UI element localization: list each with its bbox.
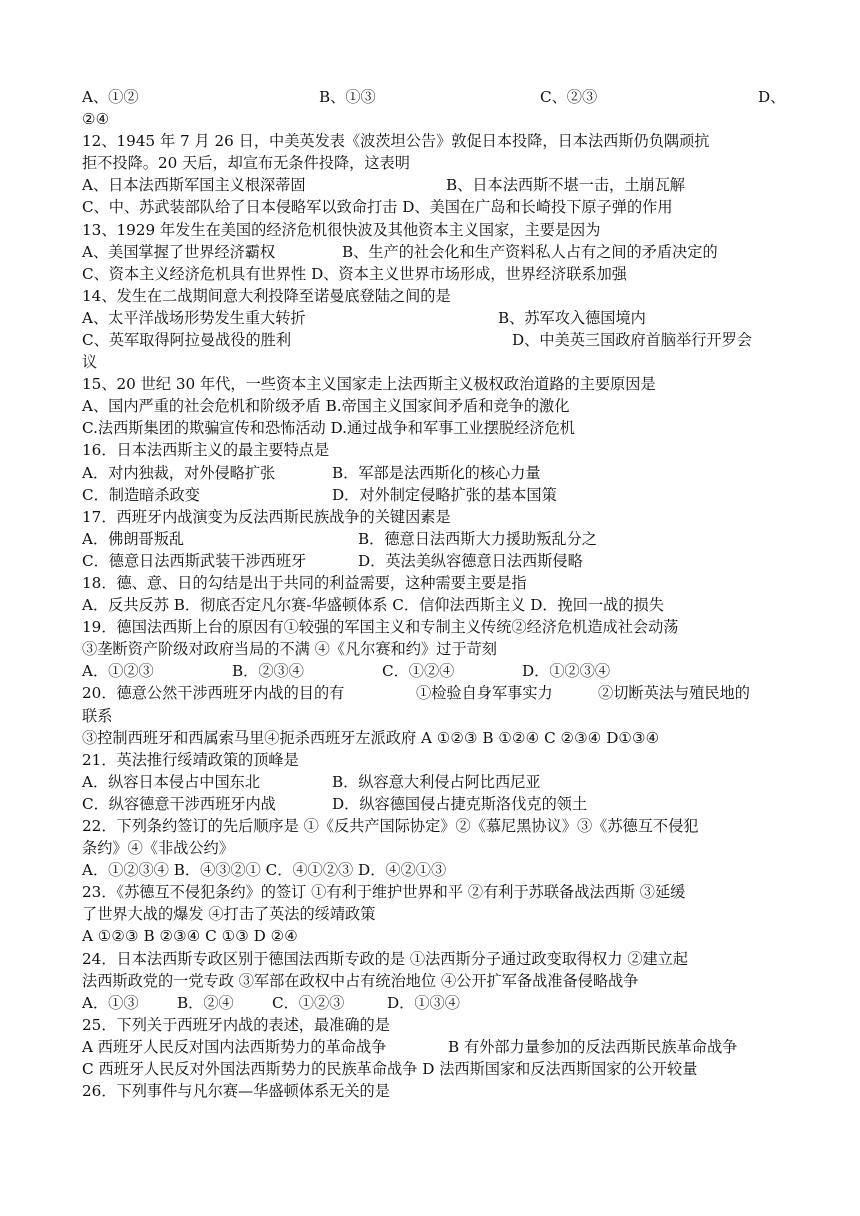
text-segment: 条约》④《非战公约》 bbox=[82, 839, 234, 858]
text-line bbox=[82, 373, 782, 395]
text-line bbox=[82, 1058, 782, 1080]
text-segment: 22．下列条约签订的先后顺序是 ①《反共产国际协定》②《慕尼黑协议》③《苏德互不侵犯 bbox=[82, 817, 699, 835]
text-segment: C、②③ bbox=[540, 88, 598, 106]
text-segment: A．纵容日本侵占中国东北 bbox=[82, 772, 261, 791]
text-segment: A、①② bbox=[82, 88, 139, 106]
text-segment: 19．德国法西斯上台的原因有①较强的军国主义和专制主义传统②经济危机造成社会动荡 bbox=[82, 618, 679, 637]
text-segment: A．①②③ bbox=[82, 662, 154, 681]
text-segment: D．①③④ bbox=[387, 993, 460, 1012]
text-line bbox=[82, 550, 782, 572]
text-segment: B 有外部力量参加的反法西斯民族革命战争 bbox=[448, 1037, 738, 1056]
text-line bbox=[82, 307, 782, 329]
text-segment: B、苏军攻入德国境内 bbox=[498, 308, 646, 327]
text-segment: B、生产的社会化和生产资料私人占有之间的矛盾决定的 bbox=[342, 242, 718, 261]
text-line bbox=[82, 903, 782, 925]
text-segment: D．纵容德国侵占捷克斯洛伐克的领土 bbox=[332, 794, 588, 813]
text-line bbox=[82, 727, 782, 749]
text-line bbox=[82, 948, 782, 970]
text-line bbox=[82, 638, 782, 660]
text-line bbox=[82, 86, 786, 108]
text-segment: C、英军取得阿拉曼战役的胜利 bbox=[82, 331, 292, 349]
text-line bbox=[82, 263, 782, 285]
text-segment: A、美国掌握了世界经济霸权 bbox=[82, 242, 276, 261]
text-segment: D、中美英三国政府首脑举行开罗会 bbox=[512, 331, 752, 349]
text-line bbox=[82, 616, 782, 638]
text-segment: A、国内严重的社会危机和阶级矛盾 B.帝国主义国家间矛盾和竞争的激化 bbox=[82, 397, 570, 416]
text-segment: 16．日本法西斯主义的最主要特点是 bbox=[82, 441, 330, 460]
text-segment: 18．德、意、日的勾结是出于共同的利益需要，这种需要主要是指 bbox=[82, 574, 527, 592]
text-line bbox=[82, 130, 782, 152]
text-line bbox=[82, 528, 782, 550]
text-segment: D．英法美纵容德意日法西斯侵略 bbox=[358, 551, 583, 570]
text-segment: D、 bbox=[758, 88, 786, 106]
text-line bbox=[82, 1014, 782, 1036]
text-segment: 了世界大战的爆发 ④打击了英法的绥靖政策 bbox=[82, 905, 376, 924]
text-segment: 17．西班牙内战演变为反法西斯民族战争的关键因素是 bbox=[82, 507, 451, 526]
text-segment: C．①②④ bbox=[382, 662, 455, 681]
text-line bbox=[82, 815, 782, 837]
text-segment: B、日本法西斯不堪一击，土崩瓦解 bbox=[446, 176, 685, 195]
text-segment: C、资本主义经济危机具有世界性 D、资本主义世界市场形成，世界经济联系加强 bbox=[82, 264, 627, 283]
text-segment: C 西班牙人民反对外国法西斯势力的民族革命战争 D 法西斯国家和反法西斯国家的公开较量 bbox=[82, 1060, 698, 1078]
text-segment: 26．下列事件与凡尔赛—华盛顿体系无关的是 bbox=[82, 1082, 390, 1100]
text-line bbox=[82, 660, 782, 682]
text-segment: ③垄断资产阶级对政府当局的不满 ④《凡尔赛和约》过于苛刻 bbox=[82, 640, 497, 659]
text-line bbox=[82, 241, 782, 263]
text-line bbox=[82, 395, 782, 417]
text-line bbox=[82, 682, 782, 704]
text-line bbox=[82, 881, 782, 903]
text-segment: 21．英法推行绥靖政策的顶峰是 bbox=[82, 750, 299, 769]
text-line bbox=[82, 174, 782, 196]
text-segment: 23．《苏德互不侵犯条约》的签订 ①有利于维护世界和平 ②有利于苏联备战法西斯 ③延缓 bbox=[82, 883, 686, 902]
text-segment: B．纵容意大利侵占阿比西尼亚 bbox=[332, 772, 541, 791]
text-line bbox=[82, 992, 782, 1014]
text-segment: B．②④ bbox=[177, 993, 234, 1012]
text-line bbox=[82, 462, 782, 484]
text-line bbox=[82, 572, 782, 594]
text-segment: 12、1945 年 7 月 26 日，中美英发表《波茨坦公告》敦促日本投降，日本法西斯仍负隅顽抗 bbox=[82, 132, 710, 151]
text-line bbox=[82, 749, 782, 771]
text-line bbox=[82, 506, 782, 528]
text-segment: 24．日本法西斯专政区别于德国法西斯专政的是 ①法西斯分子通过政变取得权力 ②建立起 bbox=[82, 949, 689, 968]
text-line bbox=[82, 152, 782, 174]
text-segment: D．对外制定侵略扩张的基本国策 bbox=[332, 485, 557, 504]
text-line bbox=[82, 837, 782, 859]
text-segment: C．制造暗杀政变 bbox=[82, 485, 200, 504]
text-segment: A、日本法西斯军国主义根深蒂固 bbox=[82, 176, 306, 195]
text-line bbox=[82, 196, 782, 218]
text-segment: A ①②③ B ②③④ C ①③ D ②④ bbox=[82, 927, 298, 946]
text-segment: 法西斯政党的一党专政 ③军部在政权中占有统治地位 ④公开扩军备战准备侵略战争 bbox=[82, 971, 639, 990]
text-segment: C、中、苏武装部队给了日本侵略军以致命打击 D、美国在广岛和长崎投下原子弹的作用 bbox=[82, 198, 673, 217]
text-line bbox=[82, 970, 782, 992]
text-segment: A．佛朗哥叛乱 bbox=[82, 529, 185, 548]
text-segment: C．纵容德意干涉西班牙内战 bbox=[82, 794, 276, 813]
text-line bbox=[82, 1080, 782, 1102]
text-line bbox=[82, 285, 782, 307]
text-segment: A．①②③④ B．④③②① C．④①②③ D．④②①③ bbox=[82, 861, 447, 880]
text-segment: C.法西斯集团的欺骗宣传和恐怖活动 D.通过战争和军事工业摆脱经济危机 bbox=[82, 419, 575, 438]
text-line bbox=[82, 859, 782, 881]
text-segment: B．军部是法西斯化的核心力量 bbox=[332, 463, 541, 482]
text-line bbox=[82, 771, 782, 793]
text-segment: A．①③ bbox=[82, 993, 139, 1012]
text-line bbox=[82, 219, 782, 241]
text-segment: 拒不投降。20 天后，却宣布无条件投降，这表明 bbox=[82, 154, 410, 173]
text-segment: A、太平洋战场形势发生重大转折 bbox=[82, 308, 306, 327]
text-line bbox=[82, 439, 782, 461]
text-segment: ②切断英法与殖民地的 bbox=[598, 684, 750, 703]
text-line bbox=[82, 329, 782, 351]
text-line bbox=[82, 484, 782, 506]
text-segment: B．②③④ bbox=[232, 662, 304, 681]
text-segment: 联系 bbox=[82, 706, 113, 725]
text-segment: D．①②③④ bbox=[522, 662, 611, 681]
text-line bbox=[82, 925, 782, 947]
text-segment: B、①③ bbox=[319, 88, 376, 106]
text-segment: 25．下列关于西班牙内战的表述，最准确的是 bbox=[82, 1015, 390, 1034]
text-line bbox=[82, 705, 782, 727]
text-line bbox=[82, 793, 782, 815]
text-segment: 13、1929 年发生在美国的经济危机很快波及其他资本主义国家，主要是因为 bbox=[82, 220, 601, 239]
text-line bbox=[82, 417, 782, 439]
text-segment: A 西班牙人民反对国内法西斯势力的革命战争 bbox=[82, 1037, 387, 1056]
text-line bbox=[82, 1036, 782, 1058]
text-line bbox=[82, 594, 782, 616]
text-segment: 20．德意公然干涉西班牙内战的目的有 bbox=[82, 684, 345, 703]
text-segment: A．对内独裁，对外侵略扩张 bbox=[82, 463, 276, 482]
text-segment: ①检验自身军事实力 bbox=[416, 684, 553, 703]
text-segment: ②④ bbox=[82, 110, 110, 129]
text-segment: 15、20 世纪 30 年代，一些资本主义国家走上法西斯主义极权政治道路的主要原因是 bbox=[82, 375, 656, 394]
text-segment: B．德意日法西斯大力援助叛乱分之 bbox=[358, 529, 597, 548]
text-segment: 14、发生在二战期间意大利投降至诺曼底登陆之间的是 bbox=[82, 286, 451, 305]
text-line bbox=[82, 108, 782, 130]
text-line bbox=[82, 351, 782, 373]
text-segment: C．①②③ bbox=[272, 993, 345, 1012]
text-segment: A．反共反苏 B．彻底否定凡尔赛-华盛顿体系 C．信仰法西斯主义 D．挽回一战的损失 bbox=[82, 596, 664, 615]
text-segment: ③控制西班牙和西属索马里④扼杀西班牙左派政府 A ①②③ B ①②④ C ②③④ D①③④ bbox=[82, 728, 660, 747]
text-segment: 议 bbox=[82, 353, 98, 372]
text-segment: C．德意日法西斯武装干涉西班牙 bbox=[82, 551, 307, 570]
